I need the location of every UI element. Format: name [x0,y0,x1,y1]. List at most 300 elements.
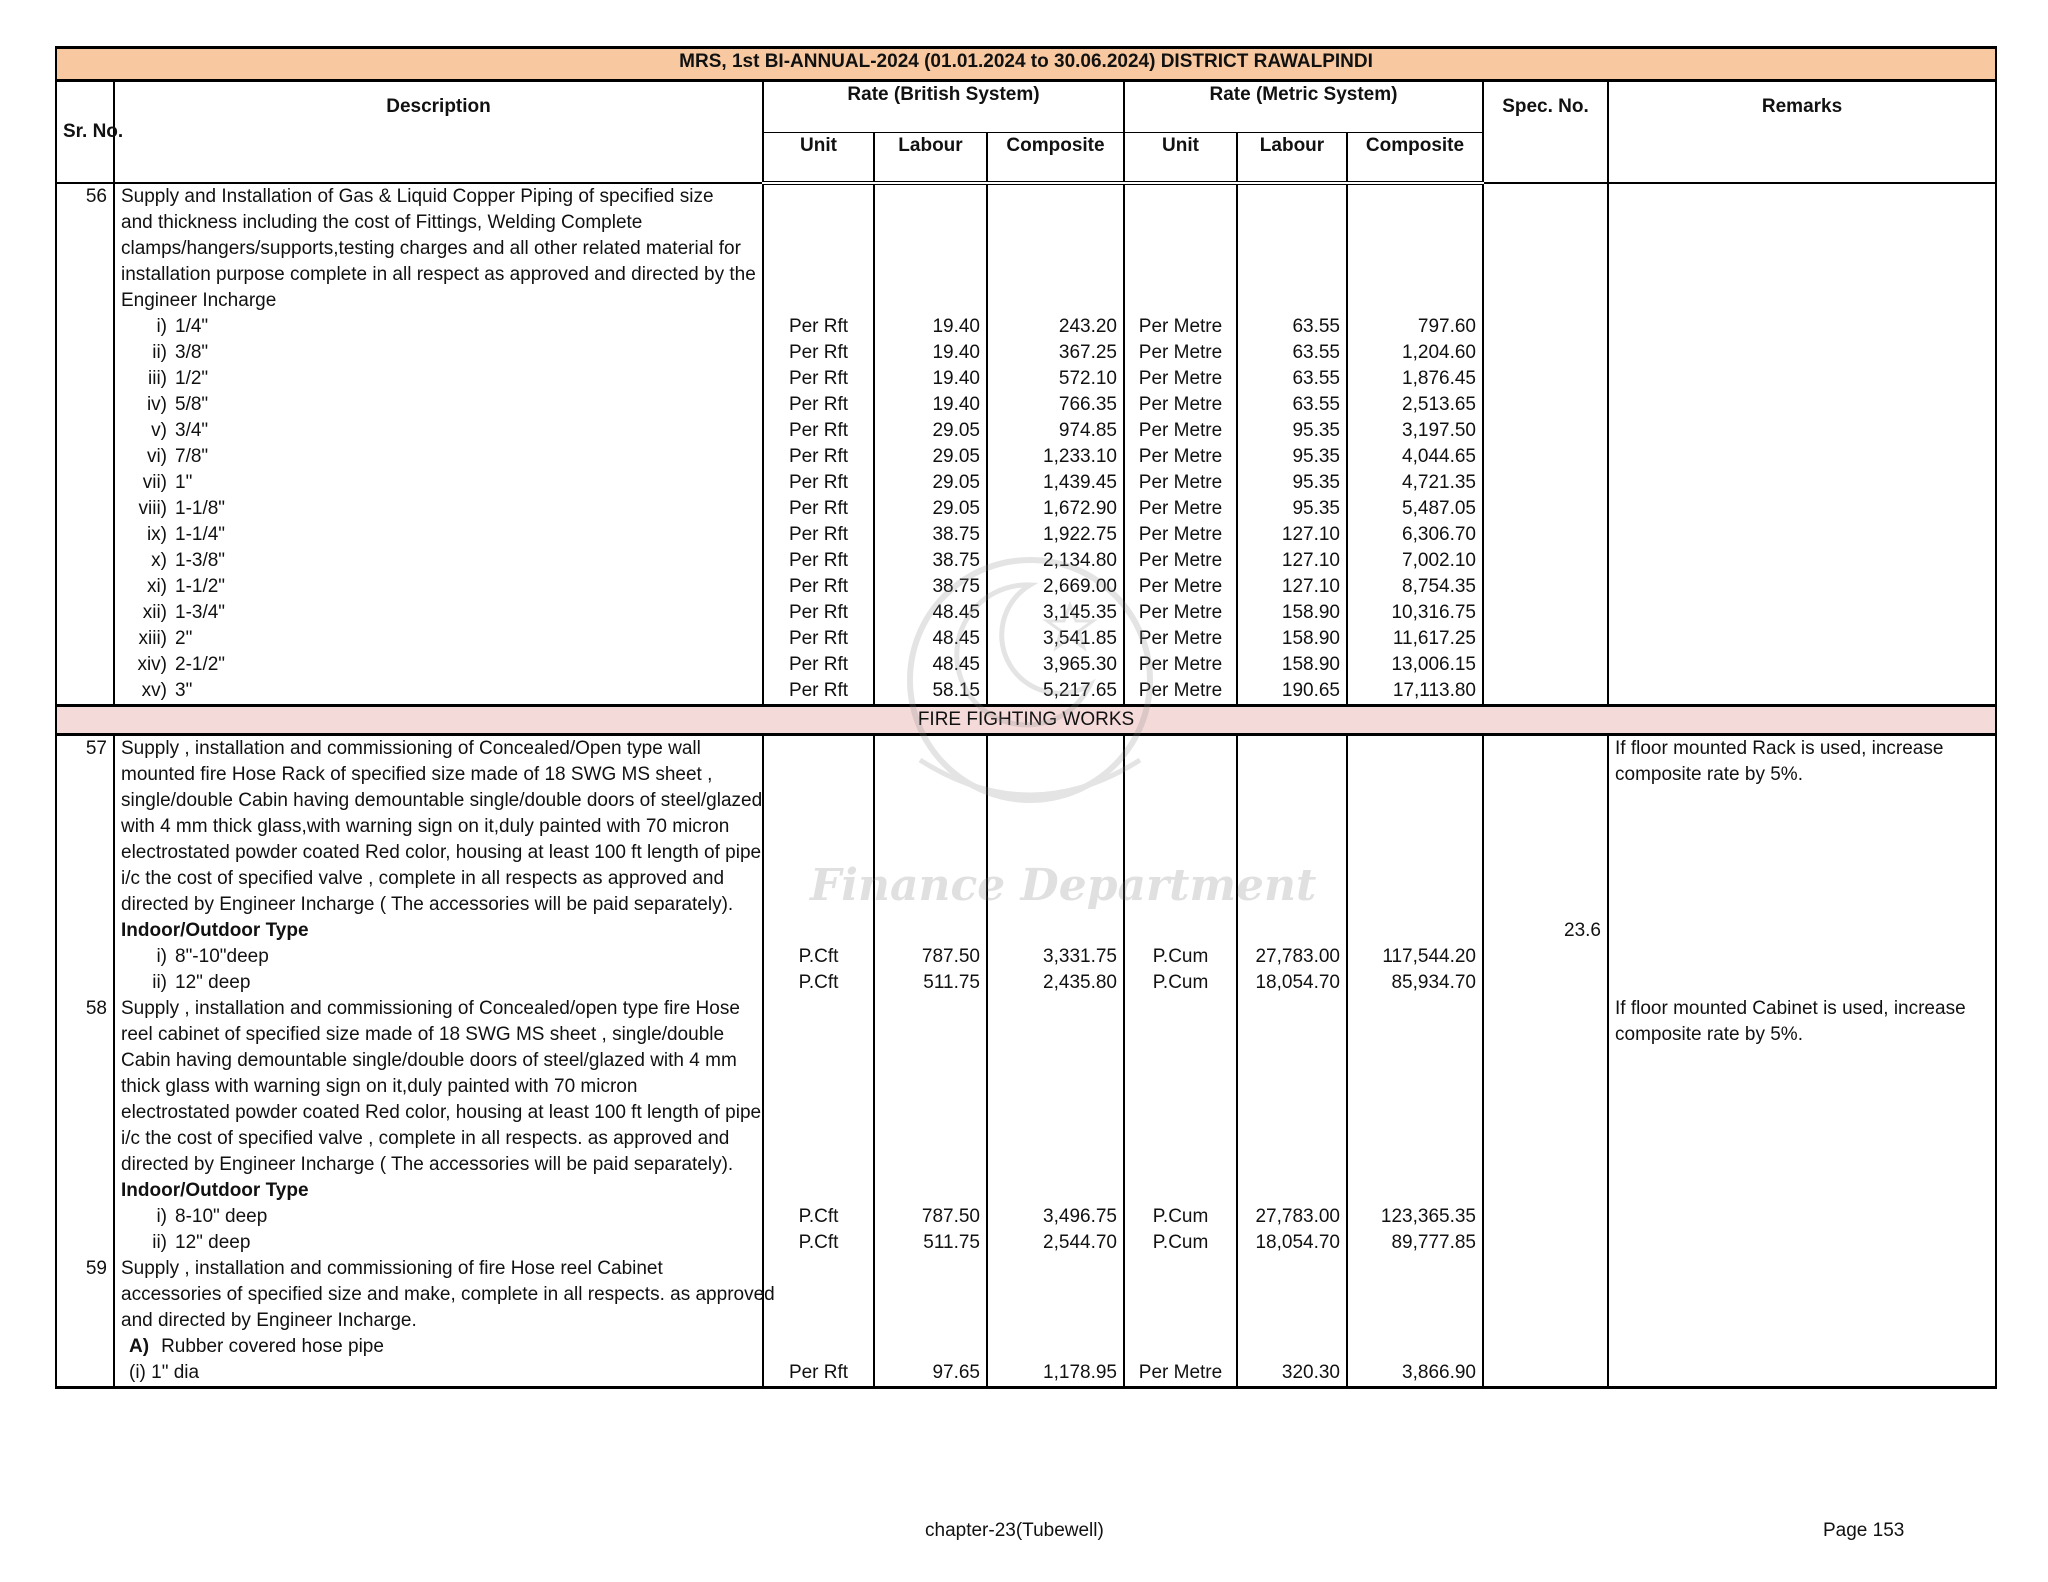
metric-unit: Per Metre [1124,314,1237,340]
metric-composite: 797.60 [1347,314,1483,340]
empty-cell [1237,1178,1347,1204]
rate-row-description [114,314,763,340]
empty-cell [987,1178,1124,1204]
item-remark-line [1608,1048,1996,1074]
rate-row-description [114,652,763,678]
rate-row-number: i) [156,946,167,967]
table-row [56,1074,1996,1100]
empty-cell [987,1308,1124,1334]
empty-cell [874,1048,987,1074]
rate-row [56,1204,1996,1230]
empty-cell [987,1074,1124,1100]
empty-cell [987,840,1124,866]
item-sr-no [56,1048,114,1074]
metric-labour: 18,054.70 [1237,970,1347,996]
empty-cell [1608,314,1996,340]
empty-cell [1237,210,1347,236]
item-spec-no [1483,1256,1608,1282]
item-description-line: i/c the cost of specified valve , complete in all respects. as approved and [114,1126,763,1152]
empty-cell [56,574,114,600]
empty-cell [987,1126,1124,1152]
metric-composite: 10,316.75 [1347,600,1483,626]
rate-row [56,678,1996,706]
british-unit: P.Cft [763,1230,874,1256]
metric-labour: 63.55 [1237,366,1347,392]
item-description-line: Supply , installation and commissioning of Concealed/open type fire Hose [114,996,763,1022]
empty-cell [1483,340,1608,366]
empty-cell [1124,1152,1237,1178]
empty-cell [1608,600,1996,626]
item-spec-no [1483,1178,1608,1204]
rate-row-size: 1-1/4" [175,524,226,545]
rate-row-number: iii) [148,368,167,389]
item-description-line: directed by Engineer Incharge ( The accessories will be paid separately). [114,892,763,918]
empty-cell [56,522,114,548]
empty-cell [874,762,987,788]
empty-cell [1483,444,1608,470]
metric-labour: 127.10 [1237,522,1347,548]
rate-row [56,944,1996,970]
header-sr-no: Sr. No. [56,81,114,184]
item-spec-no [1483,892,1608,918]
item-remark-line [1608,1282,1996,1308]
rate-row-size: 8-10" deep [175,1206,268,1227]
empty-cell [56,470,114,496]
empty-cell [1237,1282,1347,1308]
empty-cell [987,814,1124,840]
metric-labour: 95.35 [1237,470,1347,496]
item-sr-no [56,288,114,314]
item-description-line: electrostated powder coated Red color, housing at least 100 ft length of pipe [114,1100,763,1126]
empty-cell [763,918,874,944]
item-spec-no [1483,183,1608,210]
item-sr-no [56,840,114,866]
empty-cell [874,840,987,866]
item-description-line: reel cabinet of specified size made of 18 SWG MS sheet , single/double [114,1022,763,1048]
british-labour: 19.40 [874,340,987,366]
rate-row-size: 1-1/2" [175,576,226,597]
empty-cell [1347,788,1483,814]
british-labour: 19.40 [874,392,987,418]
empty-cell [987,262,1124,288]
empty-cell [987,210,1124,236]
rate-row [56,444,1996,470]
british-unit: Per Rft [763,600,874,626]
british-composite: 1,922.75 [987,522,1124,548]
empty-cell [874,183,987,210]
table-row [56,1100,1996,1126]
empty-cell [874,1126,987,1152]
empty-cell [874,262,987,288]
empty-cell [1237,288,1347,314]
empty-cell [56,1334,114,1360]
metric-unit: Per Metre [1124,522,1237,548]
british-composite: 367.25 [987,340,1124,366]
item-sr-no [56,1152,114,1178]
empty-cell [1124,236,1237,262]
empty-cell [987,788,1124,814]
empty-cell [1347,866,1483,892]
empty-cell [1347,1282,1483,1308]
table-row [56,1256,1996,1282]
item-description-line: mounted fire Hose Rack of specified size made of 18 SWG MS sheet , [114,762,763,788]
empty-cell [987,288,1124,314]
table-row [56,288,1996,314]
metric-unit: Per Metre [1124,1360,1237,1388]
header-spec-no: Spec. No. [1483,81,1608,184]
empty-cell [1124,918,1237,944]
empty-cell [1608,1334,1996,1360]
rate-row-number: vi) [146,446,167,467]
item-spec-no [1483,1308,1608,1334]
empty-cell [1124,1126,1237,1152]
empty-cell [987,892,1124,918]
rate-row-description [114,548,763,574]
empty-cell [1237,1074,1347,1100]
empty-cell [763,1100,874,1126]
empty-cell [1483,1204,1608,1230]
empty-cell [987,1022,1124,1048]
table-row [56,866,1996,892]
metric-labour: 63.55 [1237,340,1347,366]
rate-row-description [114,470,763,496]
item-sr-no [56,866,114,892]
british-labour: 19.40 [874,366,987,392]
item-remark-line [1608,892,1996,918]
empty-cell [763,1308,874,1334]
item-sr-no: 59 [56,1256,114,1282]
item-spec-no [1483,1074,1608,1100]
empty-cell [1237,918,1347,944]
item-sr-no [56,1126,114,1152]
empty-cell [1608,970,1996,996]
metric-unit: Per Metre [1124,574,1237,600]
empty-cell [763,1074,874,1100]
empty-cell [1124,1074,1237,1100]
metric-composite: 1,876.45 [1347,366,1483,392]
item-remark-line [1608,814,1996,840]
empty-cell [1237,236,1347,262]
metric-unit: Per Metre [1124,678,1237,706]
rate-row-description [114,1360,763,1388]
empty-cell [1347,996,1483,1022]
empty-cell [1237,762,1347,788]
empty-cell [1347,1308,1483,1334]
empty-cell [763,1282,874,1308]
rate-schedule-page [55,46,1995,1389]
rate-row-number: vii) [142,472,167,493]
british-composite: 766.35 [987,392,1124,418]
empty-cell [1483,1230,1608,1256]
item-sr-no [56,236,114,262]
empty-cell [874,1100,987,1126]
metric-labour: 320.30 [1237,1360,1347,1388]
item-spec-no [1483,814,1608,840]
rate-table [55,46,1997,1389]
rate-row [56,548,1996,574]
empty-cell [1608,626,1996,652]
empty-cell [1124,840,1237,866]
empty-cell [56,418,114,444]
empty-cell [987,1152,1124,1178]
rate-row-description [114,970,763,996]
metric-composite: 1,204.60 [1347,340,1483,366]
british-composite: 3,965.30 [987,652,1124,678]
british-labour: 38.75 [874,574,987,600]
empty-cell [1124,814,1237,840]
table-row [56,1152,1996,1178]
empty-cell [1124,1100,1237,1126]
sub-item-a-text: Rubber covered hose pipe [161,1336,384,1357]
empty-cell [1608,574,1996,600]
empty-cell [763,996,874,1022]
british-unit: Per Rft [763,626,874,652]
empty-cell [1347,1152,1483,1178]
british-composite: 2,435.80 [987,970,1124,996]
metric-labour: 27,783.00 [1237,1204,1347,1230]
item-spec-no [1483,735,1608,763]
empty-cell [874,1282,987,1308]
rate-row-number: x) [151,550,167,571]
rate-row-size: 2-1/2" [175,654,226,675]
british-composite: 3,541.85 [987,626,1124,652]
empty-cell [56,600,114,626]
british-labour: 48.45 [874,600,987,626]
metric-labour: 27,783.00 [1237,944,1347,970]
rate-row-size: 5/8" [175,394,209,415]
british-unit: Per Rft [763,418,874,444]
empty-cell [763,1126,874,1152]
empty-cell [1237,892,1347,918]
british-unit: Per Rft [763,1360,874,1388]
empty-cell [1608,1360,1996,1388]
british-unit: Per Rft [763,392,874,418]
item-description-line: directed by Engineer Incharge ( The accessories will be paid separately). [114,1152,763,1178]
rate-row-number: ii) [152,1232,167,1253]
empty-cell [763,288,874,314]
empty-cell [763,1152,874,1178]
item-sr-no [56,1308,114,1334]
british-composite: 1,672.90 [987,496,1124,522]
empty-cell [1483,574,1608,600]
item-description-line: Cabin having demountable single/double doors of steel/glazed with 4 mm [114,1048,763,1074]
rate-row [56,652,1996,678]
metric-composite: 8,754.35 [1347,574,1483,600]
metric-unit: Per Metre [1124,444,1237,470]
british-composite: 1,178.95 [987,1360,1124,1388]
british-labour: 787.50 [874,944,987,970]
empty-cell [874,1308,987,1334]
item-sr-no [56,1074,114,1100]
item-remark-line [1608,288,1996,314]
empty-cell [874,1256,987,1282]
metric-labour: 63.55 [1237,314,1347,340]
empty-cell [1347,262,1483,288]
british-unit: Per Rft [763,444,874,470]
empty-cell [1347,1100,1483,1126]
rate-row-number: ii) [152,342,167,363]
empty-cell [1608,366,1996,392]
empty-cell [763,1178,874,1204]
empty-cell [763,1048,874,1074]
empty-cell [763,183,874,210]
empty-cell [874,1178,987,1204]
empty-cell [763,1256,874,1282]
rate-row-description [114,392,763,418]
item-description-line: installation purpose complete in all respect as approved and directed by the [114,262,763,288]
empty-cell [56,970,114,996]
item-spec-no [1483,1282,1608,1308]
empty-cell [56,652,114,678]
rate-row [56,1360,1996,1388]
british-unit: P.Cft [763,944,874,970]
rate-row-number: i) [156,316,167,337]
empty-cell [56,1204,114,1230]
empty-cell [1608,652,1996,678]
table-row [56,183,1996,210]
item-remark-line [1608,866,1996,892]
british-labour: 511.75 [874,970,987,996]
rate-row-description [114,496,763,522]
metric-labour: 158.90 [1237,600,1347,626]
british-unit: Per Rft [763,470,874,496]
british-composite: 2,669.00 [987,574,1124,600]
item-description-line: single/double Cabin having demountable single/double doors of steel/glazed [114,788,763,814]
british-unit: P.Cft [763,1204,874,1230]
rate-row-size: 2" [175,628,193,649]
british-labour: 48.45 [874,626,987,652]
empty-cell [1347,210,1483,236]
empty-cell [1124,1178,1237,1204]
item-remark-line: composite rate by 5%. [1608,1022,1996,1048]
empty-cell [1237,1048,1347,1074]
section-title-fire-fighting: FIRE FIGHTING WORKS [56,706,1996,735]
empty-cell [1237,866,1347,892]
empty-cell [56,366,114,392]
item-spec-no [1483,788,1608,814]
metric-labour: 190.65 [1237,678,1347,706]
metric-unit: Per Metre [1124,470,1237,496]
rate-row-description [114,626,763,652]
british-unit: Per Rft [763,496,874,522]
empty-cell [56,314,114,340]
header-metric-unit: Unit [1124,133,1237,184]
british-labour: 787.50 [874,1204,987,1230]
item-description-line: clamps/hangers/supports,testing charges and all other related material for [114,236,763,262]
empty-cell [1237,1152,1347,1178]
empty-cell [763,210,874,236]
empty-cell [1608,1204,1996,1230]
rate-row-size: 1-1/8" [175,498,226,519]
rate-row-size: 1-3/8" [175,550,226,571]
empty-cell [1347,1334,1483,1360]
metric-composite: 2,513.65 [1347,392,1483,418]
rate-row [56,418,1996,444]
empty-cell [1347,918,1483,944]
empty-cell [987,1100,1124,1126]
rate-row-number: xi) [146,576,167,597]
item-remark-line [1608,918,1996,944]
empty-cell [1237,1126,1347,1152]
table-row [56,1308,1996,1334]
empty-cell [1124,1308,1237,1334]
metric-labour: 95.35 [1237,496,1347,522]
header-unit: Unit [763,133,874,184]
metric-composite: 17,113.80 [1347,678,1483,706]
empty-cell [56,496,114,522]
table-row [56,814,1996,840]
british-labour: 97.65 [874,1360,987,1388]
empty-cell [1347,1256,1483,1282]
item-spec-no [1483,262,1608,288]
item-remark-line [1608,1256,1996,1282]
british-composite: 3,331.75 [987,944,1124,970]
british-labour: 29.05 [874,470,987,496]
british-labour: 58.15 [874,678,987,706]
british-unit: Per Rft [763,366,874,392]
item-spec-no [1483,236,1608,262]
header-metric-composite: Composite [1347,133,1483,184]
item-description-line: Supply , installation and commissioning of Concealed/Open type wall [114,735,763,763]
rate-row-description [114,1230,763,1256]
british-labour: 29.05 [874,418,987,444]
metric-labour: 127.10 [1237,548,1347,574]
metric-unit: Per Metre [1124,600,1237,626]
item-sr-no [56,762,114,788]
item-remark-line [1608,236,1996,262]
empty-cell [1347,183,1483,210]
rate-row-size: 12" deep [175,972,251,993]
empty-cell [1483,522,1608,548]
empty-cell [56,340,114,366]
item-sr-no [56,1100,114,1126]
british-composite: 5,217.65 [987,678,1124,706]
british-unit: Per Rft [763,548,874,574]
sub-item-a [114,1334,763,1360]
item-sr-no [56,1022,114,1048]
rate-row-description [114,340,763,366]
rate-row-description [114,1204,763,1230]
empty-cell [1483,678,1608,706]
rate-row [56,522,1996,548]
rate-row [56,470,1996,496]
footer-page-number: Page 153 [1823,1520,1905,1541]
item-description-line: electrostated powder coated Red color, housing at least 100 ft length of pipe [114,840,763,866]
rate-row [56,496,1996,522]
rate-row-number: xiii) [138,628,167,649]
metric-unit: P.Cum [1124,1204,1237,1230]
empty-cell [56,1360,114,1388]
empty-cell [987,236,1124,262]
british-unit: P.Cft [763,970,874,996]
item-sr-no [56,1282,114,1308]
rate-row-description [114,600,763,626]
metric-labour: 95.35 [1237,444,1347,470]
rate-row-number: ix) [146,524,167,545]
rate-row-size: (i) 1" dia [129,1362,200,1383]
item-description-line: accessories of specified size and make, complete in all respects. as approved [114,1282,763,1308]
british-labour: 48.45 [874,652,987,678]
empty-cell [1608,496,1996,522]
british-unit: Per Rft [763,314,874,340]
empty-cell [1237,183,1347,210]
empty-cell [1237,840,1347,866]
table-row [56,1022,1996,1048]
metric-unit: Per Metre [1124,548,1237,574]
table-row [56,1282,1996,1308]
empty-cell [1124,262,1237,288]
metric-unit: P.Cum [1124,944,1237,970]
